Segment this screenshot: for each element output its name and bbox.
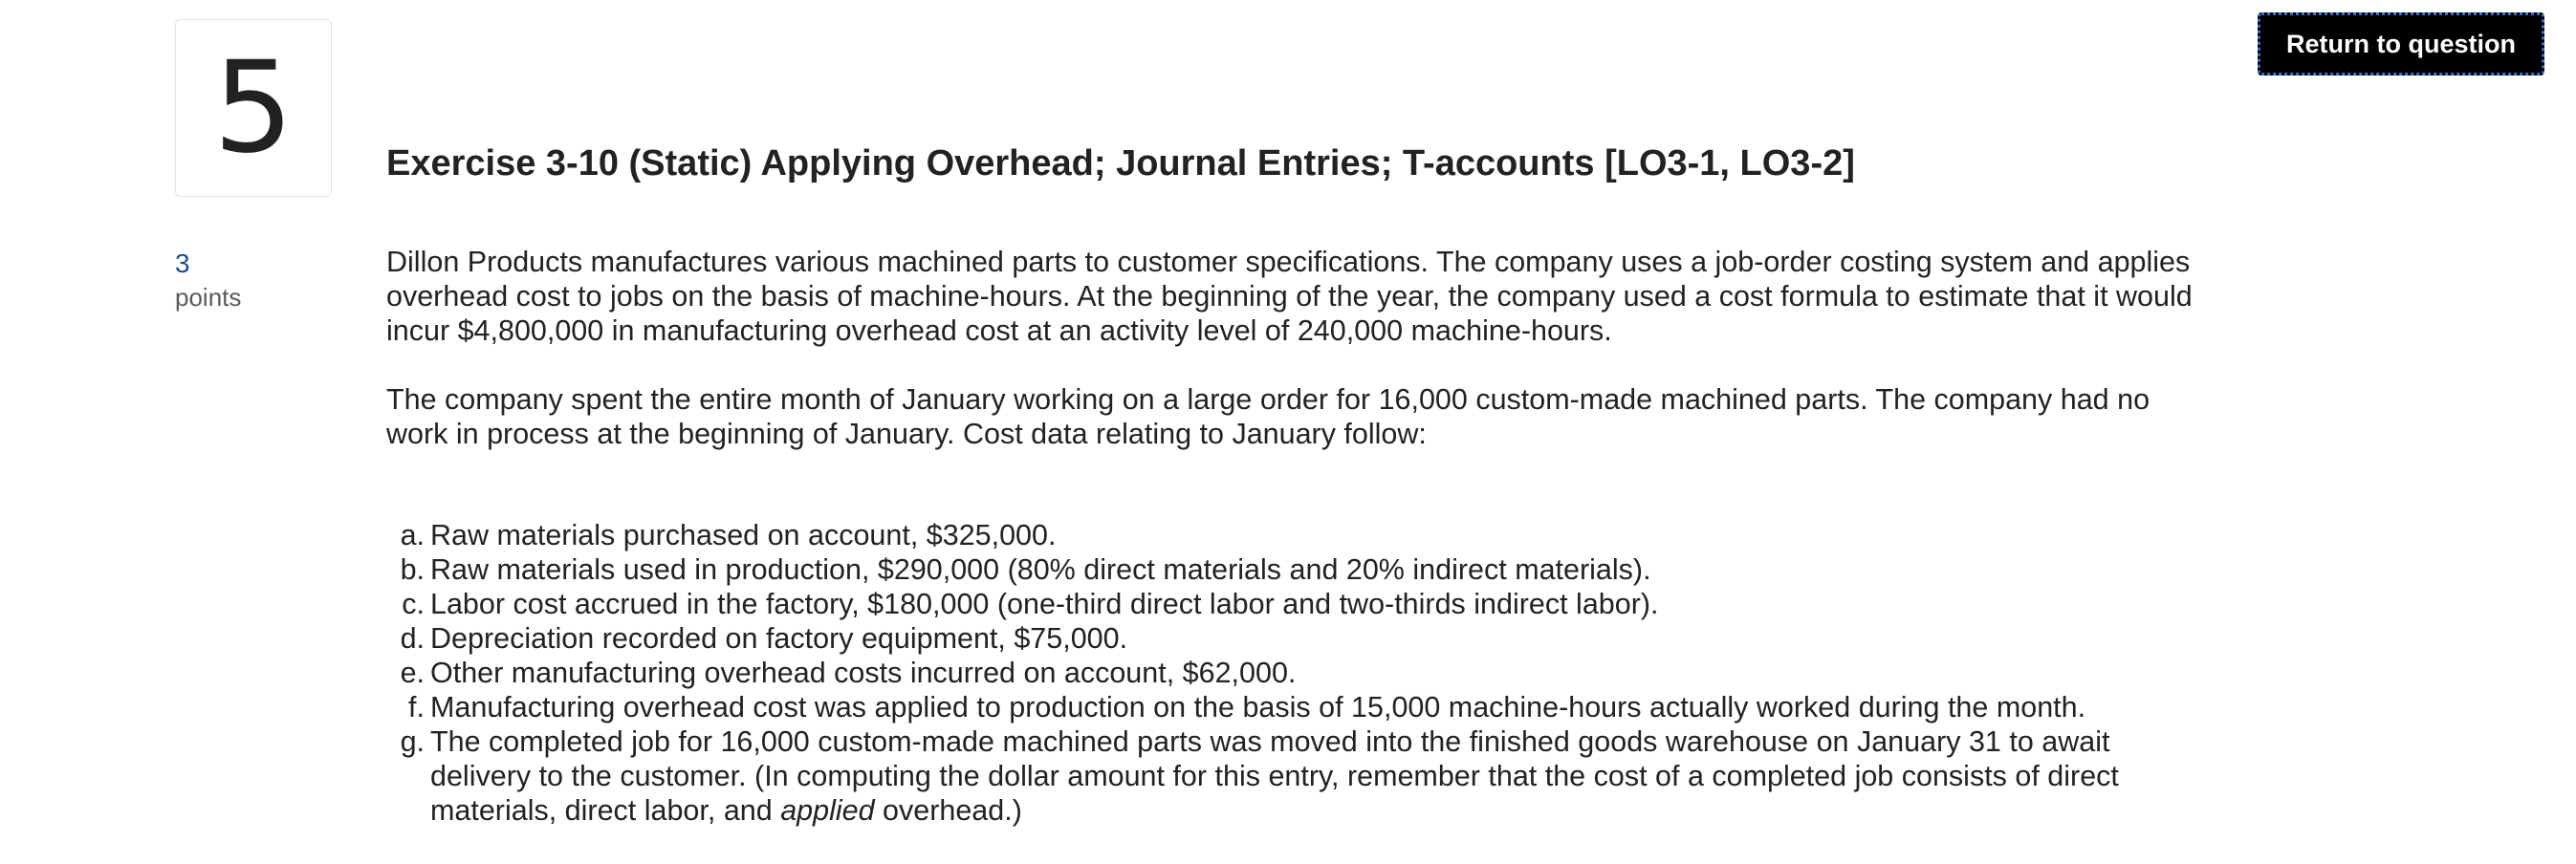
item-text: Raw materials purchased on account, $325,000. [430, 519, 1057, 551]
list-item [386, 518, 2203, 552]
list-item [386, 552, 2203, 587]
list-item [386, 690, 2203, 724]
item-text: Depreciation recorded on factory equipment, $75,000. [430, 622, 1128, 655]
item-letter: a. [400, 519, 425, 551]
item-letter: b. [400, 553, 425, 586]
return-to-question-button[interactable]: Return to question [2258, 12, 2544, 76]
intro-paragraph: Dillon Products manufactures various machined parts to customer specifications. The company uses a job-order costing system and applies overhead cost to jobs on the basis of machine-hours. At the beginning of the year, the company used a cost formula to estimate that it would incur $4,800,000 in manufacturing overhead cost at an activity level of 240,000 machine-hours. [386, 246, 2193, 347]
points-value: 3 [175, 248, 190, 278]
item-text-part: overhead.) [874, 794, 1022, 827]
item-letter: f. [408, 691, 425, 724]
item-letter: c. [402, 588, 425, 620]
question-number: 5 [213, 34, 294, 182]
item-text: Raw materials used in production, $290,000 (80% direct materials and 20% indirect materials). [430, 553, 1651, 586]
cost-data-list [386, 518, 2203, 828]
question-body [386, 245, 2203, 828]
list-item [386, 587, 2203, 621]
exercise-title: Exercise 3-10 (Static) Applying Overhead; Journal Entries; T-accounts [LO3-1, LO3-2] [386, 143, 1855, 184]
item-text: Labor cost accrued in the factory, $180,000 (one-third direct labor and two-thirds indirect labor). [430, 588, 1659, 620]
item-text-italic: applied [780, 794, 875, 827]
item-letter: e. [400, 657, 425, 689]
item-text [430, 724, 2203, 828]
question-number-box [175, 19, 332, 197]
january-paragraph: The company spent the entire month of January working on a large order for 16,000 custom-made machined parts. The company had no work in process at the beginning of January. Cost data relating to January follow: [386, 383, 2150, 450]
list-item [386, 621, 2203, 656]
item-text-part: The completed job for 16,000 custom-made machined parts was moved into the finished goods warehouse on January 31 to await delivery to the customer. (In computing the dollar amount for this entry, remember that the cost of a completed job consists of direct materials, direct labor, and [430, 725, 2119, 827]
item-text: Manufacturing overhead cost was applied to production on the basis of 15,000 machine-hours actually worked during the month. [430, 691, 2086, 724]
list-item [386, 656, 2203, 690]
item-text: Other manufacturing overhead costs incurred on account, $62,000. [430, 657, 1297, 689]
points-label: points [175, 283, 242, 312]
item-letter: d. [400, 622, 425, 655]
item-letter: g. [400, 725, 425, 758]
list-item [386, 724, 2203, 828]
